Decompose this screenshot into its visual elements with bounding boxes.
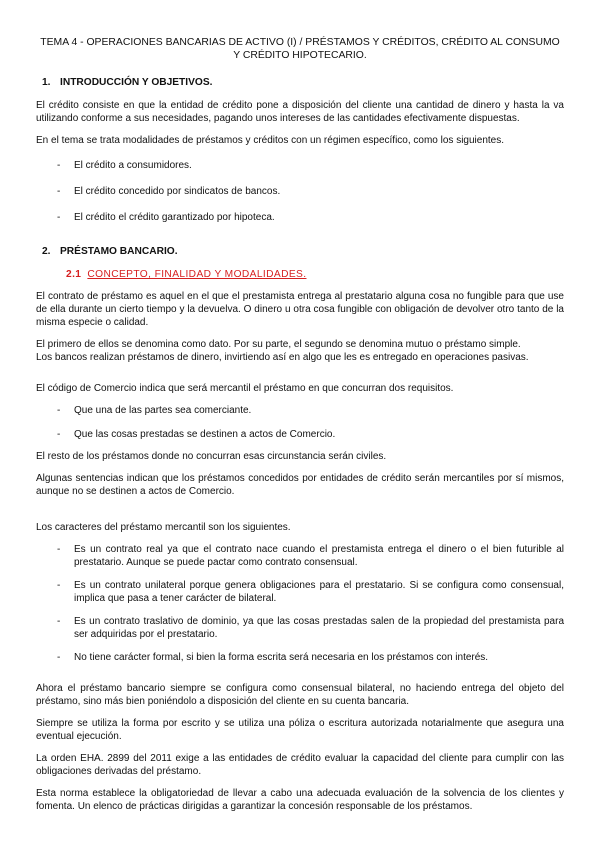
dash-marker: - xyxy=(57,652,61,663)
section-2-heading xyxy=(42,245,564,258)
caracteres-list xyxy=(36,543,564,664)
dash-marker: - xyxy=(57,160,61,171)
paragraph: Algunas sentencias indican que los préstamos concedidos por entidades de crédito serán mercantiles por sí mismos, aunque no se destinen a actos de Comercio. xyxy=(36,473,564,497)
section-2-title: PRÉSTAMO BANCARIO. xyxy=(60,246,178,257)
paragraph-line: El primero de ellos se denomina como dato. Por su parte, el segundo se denomina mutuo o préstamo simple. xyxy=(36,339,521,350)
paragraph: El código de Comercio indica que será mercantil el préstamo en que concurran dos requisitos. xyxy=(36,383,454,394)
paragraph-line: Los bancos realizan préstamos de dinero, invirtiendo así en algo que les es entregado en operaciones pasivas. xyxy=(36,352,529,363)
dash-marker: - xyxy=(57,186,61,197)
subsection-2-1-number: 2.1 xyxy=(66,269,82,280)
dash-marker: - xyxy=(57,212,61,223)
list-item-text: Que una de las partes sea comerciante. xyxy=(74,405,252,416)
list-item xyxy=(36,579,564,605)
section-2-number: 2. xyxy=(42,246,51,257)
list-item-text: El crédito a consumidores. xyxy=(74,160,192,171)
list-item xyxy=(36,159,564,172)
list-item xyxy=(36,651,564,664)
dash-marker: - xyxy=(57,429,61,440)
list-item-text: No tiene carácter formal, si bien la forma escrita será necesaria en los préstamos con interés. xyxy=(74,652,489,663)
list-item xyxy=(36,543,564,569)
list-item-text: Es un contrato unilateral porque genera obligaciones para el prestatario. Si se configura como consensual, implica que pasa a tener carácter de bilateral. xyxy=(74,580,564,604)
dash-marker: - xyxy=(57,616,61,627)
list-item xyxy=(36,211,564,224)
section-1-title: INTRODUCCIÓN Y OBJETIVOS. xyxy=(60,77,213,88)
list-item xyxy=(36,615,564,641)
paragraph: En el tema se trata modalidades de préstamos y créditos con un régimen específico, como los siguientes. xyxy=(36,135,505,146)
paragraph: El contrato de préstamo es aquel en el que el prestamista entrega al prestatario alguna cosa no fungible para que use de ella durante un cierto tiempo y la devuelva. O dinero u otra cosa fungible con obligación de devolver otro tanto de la misma especie o calidad. xyxy=(36,291,564,328)
list-item-text: El crédito concedido por sindicatos de bancos. xyxy=(74,186,281,197)
paragraph: La orden EHA. 2899 del 2011 exige a las entidades de crédito evaluar la capacidad del cliente para cumplir con las obligaciones derivadas del préstamo. xyxy=(36,753,564,777)
dash-marker: - xyxy=(57,580,61,591)
list-item-text: Es un contrato real ya que el contrato nace cuando el prestamista entrega el dinero o el bien futurible al prestatario. Aunque se puede pactar como contrato consensual. xyxy=(74,544,564,568)
paragraph: Siempre se utiliza la forma por escrito y se utiliza una póliza o escritura autorizada notarialmente que asegura una eventual ejecución. xyxy=(36,718,564,742)
subsection-2-1-title: CONCEPTO, FINALIDAD Y MODALIDADES. xyxy=(87,269,307,280)
list-item xyxy=(36,185,564,198)
list-item-text: Que las cosas prestadas se destinen a actos de Comercio. xyxy=(74,429,336,440)
credit-types-list xyxy=(36,159,564,224)
list-item xyxy=(36,428,564,441)
dash-marker: - xyxy=(57,544,61,555)
list-item-text: El crédito el crédito garantizado por hipoteca. xyxy=(74,212,275,223)
paragraph: Esta norma establece la obligatoriedad de llevar a cabo una adecuada evaluación de la solvencia de los clientes y fomenta. Un elenco de prácticas dirigidas a garantizar la concesión responsable de los préstamos. xyxy=(36,788,564,812)
paragraph xyxy=(36,338,564,364)
document-title: TEMA 4 - OPERACIONES BANCARIAS DE ACTIVO (I) / PRÉSTAMOS Y CRÉDITOS, CRÉDITO AL CONSUMO Y CRÉDITO HIPOTECARIO. xyxy=(40,37,560,61)
section-1-number: 1. xyxy=(42,77,51,88)
paragraph: El resto de los préstamos donde no concurran esas circunstancia serán civiles. xyxy=(36,451,387,462)
list-item-text: Es un contrato traslativo de dominio, ya que las cosas prestadas salen de la propiedad del prestamista para ser adquiridas por el prestatario. xyxy=(74,616,564,640)
paragraph: Ahora el préstamo bancario siempre se configura como consensual bilateral, no haciendo entrega del objeto del préstamo, sino más bien poniéndolo a disposición del cliente en su cuenta bancaria. xyxy=(36,683,564,707)
paragraph: Los caracteres del préstamo mercantil son los siguientes. xyxy=(36,522,291,533)
section-1-heading xyxy=(42,76,564,89)
subsection-2-1-heading xyxy=(66,268,564,281)
paragraph: El crédito consiste en que la entidad de crédito pone a disposición del cliente una cantidad de dinero y hasta la va utilizando conforme a sus necesidades, pagando unos intereses de las cantidades efectivamente dispuestas. xyxy=(36,100,564,124)
dash-marker: - xyxy=(57,405,61,416)
list-item xyxy=(36,404,564,417)
requisitos-list xyxy=(36,404,564,441)
